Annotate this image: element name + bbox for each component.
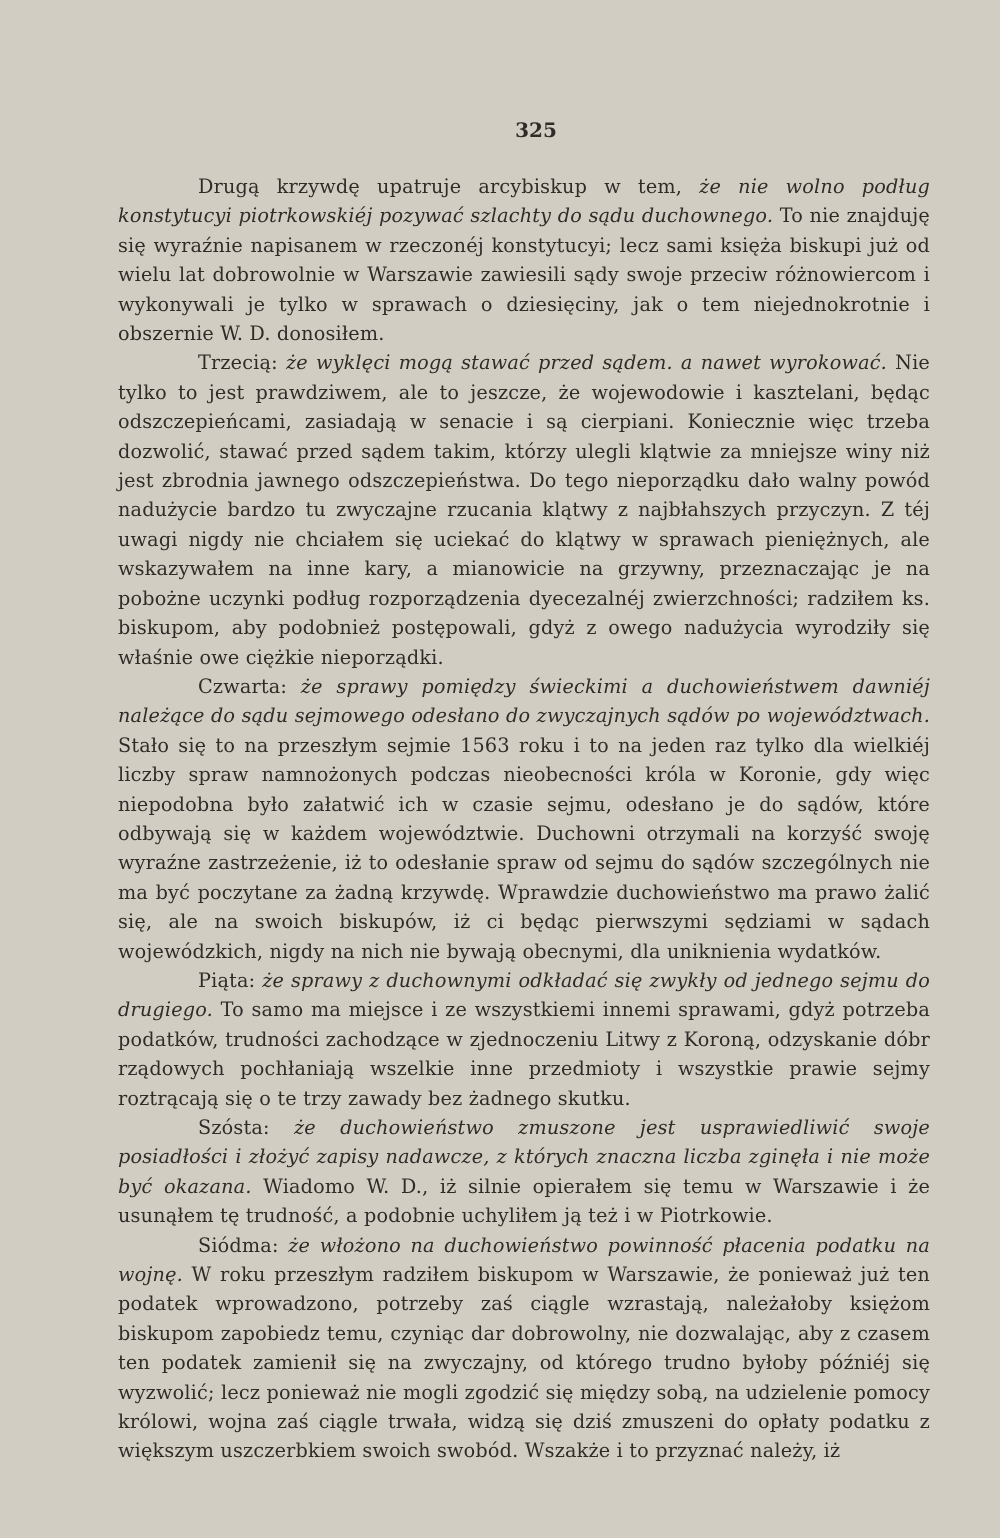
paragraph-czwarta — [118, 672, 930, 966]
paragraph-emphasis: że duchowieństwo zmuszone jest usprawiedliwić swoje posiadłości i złożyć zapisy nadawcze, z których znaczna liczba zginęła i nie może być okazana. — [118, 1116, 930, 1198]
paragraph-lead: Piąta: — [198, 968, 263, 992]
paragraph-druga — [118, 172, 930, 348]
paragraph-lead: Czwarta: — [198, 674, 301, 698]
body-text — [118, 172, 930, 1466]
paragraph-rest: To samo ma miejsce i ze wszystkiemi innemi sprawami, gdyż potrzeba podatków, trudności zachodzące w zjednoczeniu Litwy z Koroną, odzyskanie dóbr rządowych pochłaniają wszelkie inne przedmioty i wszystkie prawie sejmy roztrącają się o te trzy zawady bez żadnego skutku. — [118, 998, 930, 1110]
paragraph-trzecia — [118, 348, 930, 671]
paragraph-emphasis: że nie wolno podług konstytucyi piotrkowskiéj pozywać szlachty do sądu duchownego. — [118, 175, 930, 228]
paragraph-rest: Wiadomo W. D., iż silnie opierałem się temu w Warszawie i że usunąłem tę trudność, a podobnie uchyliłem ją też i w Piotrkowie. — [118, 1174, 931, 1228]
paragraph-rest: To nie znajduję się wyraźnie napisanem w rzeczonéj konstytucyi; lecz sami księża biskupi już od wielu lat dobrowolnie w Warszawie zawiesili sądy swoje przeciw różnowiercom i wykonywali je tylko w sprawach o dziesięciny, jak o tem niejednokrotnie i obszernie W. D. donosiłem. — [118, 204, 930, 346]
paragraph-emphasis: że sprawy z duchownymi odkładać się zwykły od jednego sejmu do drugiego. — [118, 968, 930, 1022]
paragraph-rest: Nie tylko to jest prawdziwem, ale to jeszcze, że wojewodowie i kasztelani, będąc odszczepieńcami, zasiadają w senacie i są cierpiani. Koniecznie więc trzeba dozwolić, stawać przed sądem takim, którzy ulegli klątwie za mniejsze winy niż jest zbrodnia jawnego odszczepieństwa. Do tego nieporządku dało walny powód nadużycie bardzo tu zwyczajne rzucania klątwy z najbłahszych przyczyn. Z téj uwagi nigdy nie chciałem się uciekać do klątwy w sprawach pieniężnych, ale wskazywałem na inne kary, a mianowicie na grzywny, przeznaczając je na pobożne uczynki podług rozporządzenia dyecezalnéj zwierzchności; radziłem ks. biskupom, aby podobnież postępowali, gdyż z owego nadużycia wyrodziły się właśnie owe ciężkie nieporządki. — [118, 351, 930, 669]
paragraph-lead: Trzecią: — [198, 351, 286, 375]
paragraph-emphasis: że wyklęci mogą stawać przed sądem. a nawet wyrokować. — [285, 351, 887, 375]
paragraph-emphasis: że sprawy pomiędzy świeckimi a duchowieństwem dawniéj należące do sądu sejmowego odesłano do zwyczajnych sądów po województwach. — [118, 674, 930, 728]
paragraph-emphasis: że włożono na duchowieństwo powinność płacenia podatku na wojnę. — [118, 1233, 930, 1287]
paragraph-piata — [118, 966, 930, 1113]
page-number: 325 — [515, 118, 557, 142]
paragraph-szosta — [118, 1113, 930, 1231]
paragraph-rest: W roku przeszłym radziłem biskupom w Warszawie, że ponieważ już ten podatek wprowadzono, potrzeby zaś ciągle wzrastają, należałoby księżom biskupom zapobiedz temu, czyniąc dar dobrowolny, nie dozwalając, aby z czasem ten podatek zamienił się na zwyczajny, od którego trudno byłoby późniéj się wyzwolić; lecz ponieważ nie mogli zgodzić się między sobą, na udzielenie pomocy królowi, wojna zaś ciągle trwała, widzą się dziś zmuszeni do opłaty podatku z większym uszczerbkiem swoich swobód. Wszakże i to przyznać należy, iż — [118, 1263, 930, 1463]
paragraph-siodma — [118, 1231, 930, 1466]
paragraph-lead: Drugą krzywdę upatruje arcybiskup w tem, — [198, 175, 700, 198]
paragraph-lead: Szósta: — [198, 1116, 294, 1139]
paragraph-lead: Siódma: — [198, 1233, 289, 1257]
paragraph-rest: Stało się to na przeszłym sejmie 1563 roku i to na jeden raz tylko dla wielkiéj liczby spraw namnożonych podczas nieobecności króla w Koronie, gdy więc niepodobna było załatwić ich w czasie sejmu, odesłano je do sądów, które odbywają się w każdem województwie. Duchowni otrzymali na korzyść swoję wyraźne zastrzeżenie, iż to odesłanie spraw od sejmu do sądów szczególnych nie ma być poczytane za żadną krzywdę. Wprawdzie duchowieństwo ma prawo żalić się, ale na swoich biskupów, iż ci będąc pierwszymi sędziami w sądach wojewódzkich, nigdy na nich nie bywają obecnymi, dla uniknienia wydatków. — [118, 733, 930, 963]
